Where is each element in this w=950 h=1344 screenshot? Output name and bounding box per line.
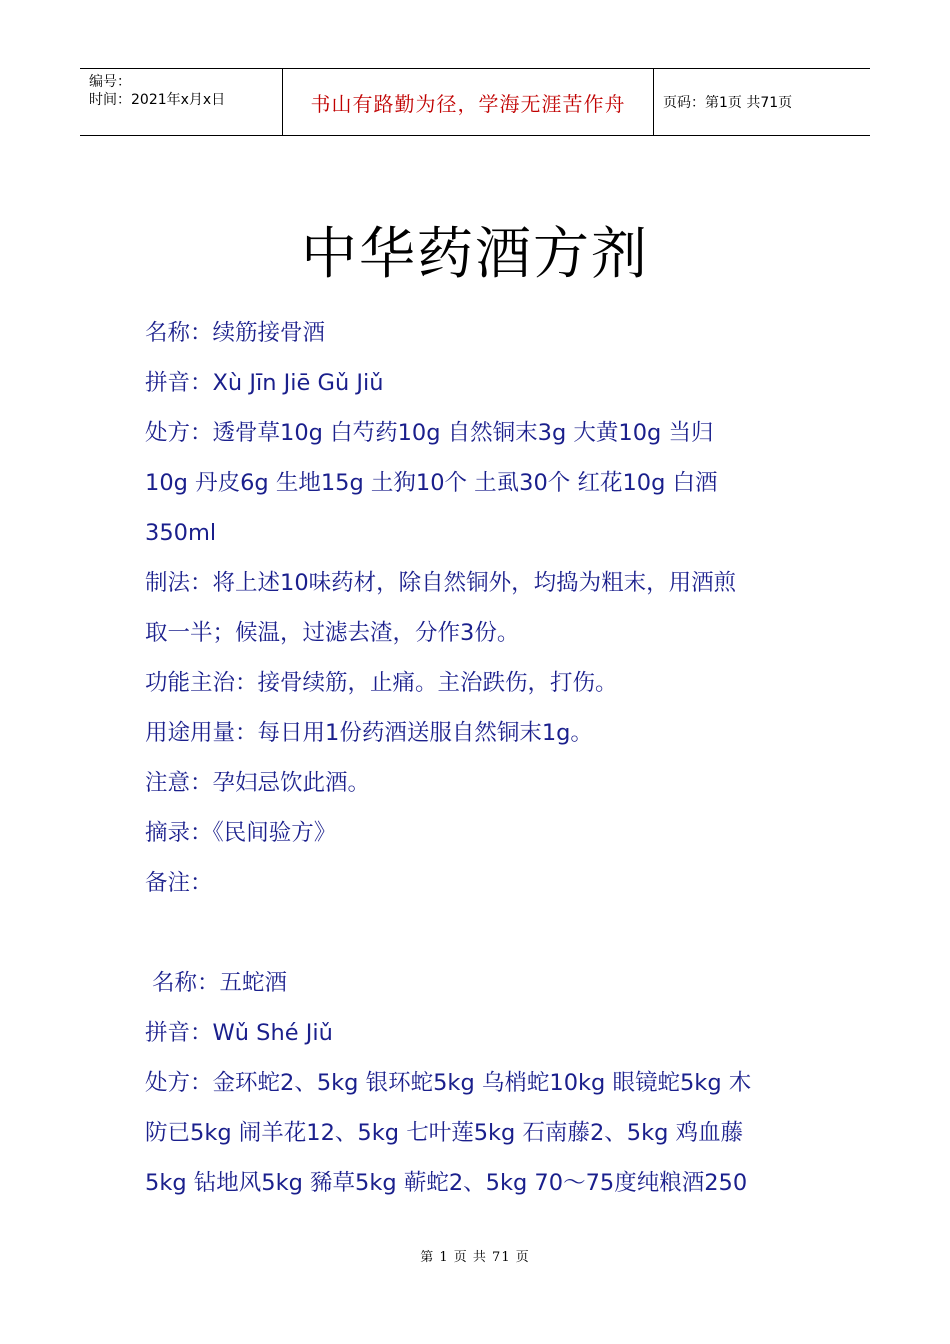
recipe-content xyxy=(145,308,825,1208)
time-label: 时间：2021年x月x日 xyxy=(89,92,226,108)
recipe1-notes: 备注： xyxy=(145,870,213,896)
recipe1-formula-line2: 10g 丹皮6g 生地15g 土狗10个 土虱30个 红花10g 白酒 xyxy=(145,470,718,496)
recipe2-name: 名称：五蛇酒 xyxy=(152,970,288,996)
motto-text: 书山有路勤为径，学海无涯苦作舟 xyxy=(310,91,626,116)
page-title: 中华药酒方剂 xyxy=(301,222,649,287)
section-spacer xyxy=(145,908,825,958)
recipe1-usage: 用途用量：每日用1份药酒送服自然铜末1g。 xyxy=(145,720,593,746)
recipe1-formula-line3: 350ml xyxy=(145,520,217,546)
recipe2-formula-line2: 防已5kg 闹羊花12、5kg 七叶莲5kg 石南藤2、5kg 鸡血藤 xyxy=(145,1120,744,1146)
recipe2-formula-line3: 5kg 钻地风5kg 豨草5kg 蕲蛇2、5kg 70～75度纯粮酒250 xyxy=(145,1170,748,1196)
recipe1-formula-line1: 处方：透骨草10g 白芍药10g 自然铜末3g 大黄10g 当归 xyxy=(145,420,714,446)
header-right-cell xyxy=(654,69,870,135)
recipe1-name: 名称：续筋接骨酒 xyxy=(145,320,326,346)
recipe1-function: 功能主治：接骨续筋，止痛。主治跌伤，打伤。 xyxy=(145,670,618,696)
header-middle-cell xyxy=(282,69,654,135)
header-table xyxy=(80,68,870,136)
recipe1-pinyin: 拼音：Xù Jīn Jiē Gǔ Jiǔ xyxy=(145,370,384,396)
recipe1-caution: 注意：孕妇忌饮此酒。 xyxy=(145,770,371,796)
page-info: 页码：第1页 共71页 xyxy=(663,95,793,111)
page-footer: 第 1 页 共 71 页 xyxy=(420,1250,530,1265)
recipe1-method-line1: 制法：将上述10味药材，除自然铜外，均捣为粗末，用酒煎 xyxy=(145,570,737,596)
number-label: 编号： xyxy=(89,74,131,90)
recipe2-pinyin: 拼音：Wǔ Shé Jiǔ xyxy=(145,1020,333,1046)
header-left-cell xyxy=(80,69,282,135)
recipe1-method-line2: 取一半；候温，过滤去渣，分作3份。 xyxy=(145,620,520,646)
recipe2-formula-line1: 处方：金环蛇2、5kg 银环蛇5kg 乌梢蛇10kg 眼镜蛇5kg 木 xyxy=(145,1070,752,1096)
recipe1-source: 摘录：《民间验方》 xyxy=(145,820,337,846)
